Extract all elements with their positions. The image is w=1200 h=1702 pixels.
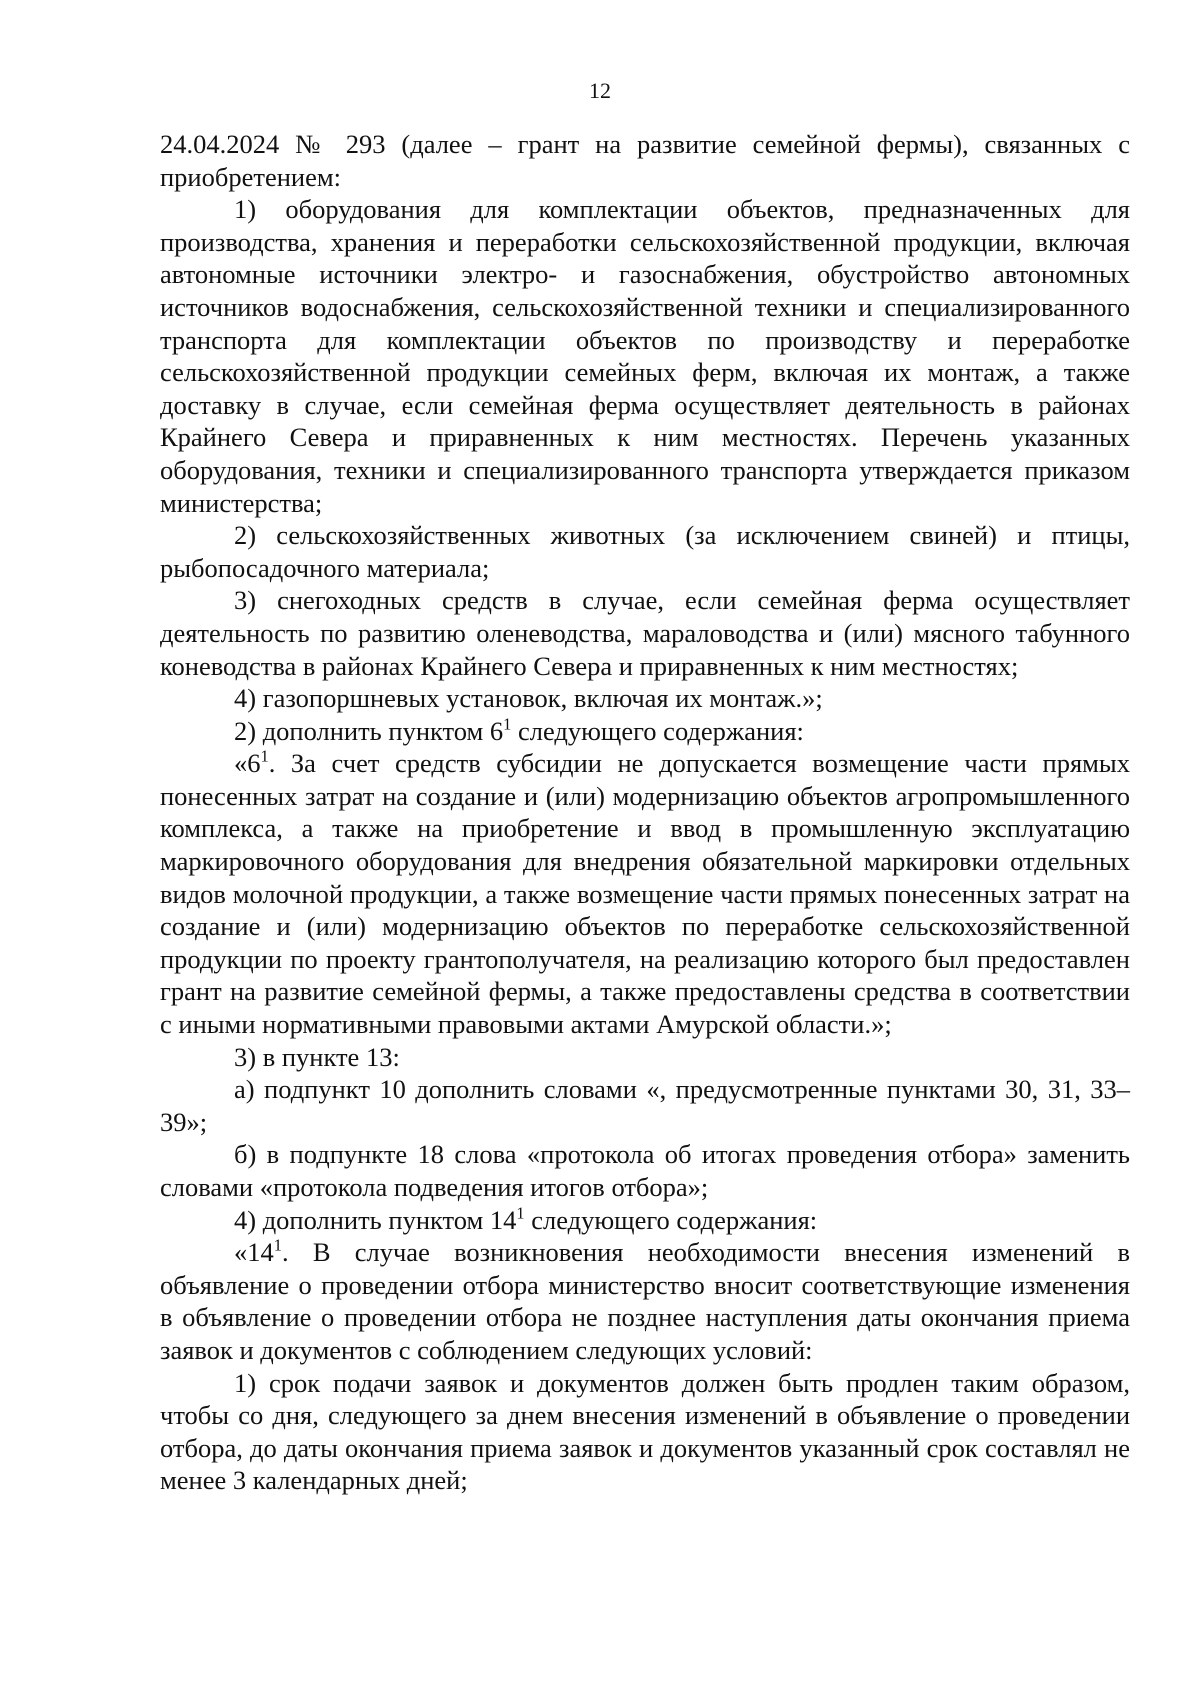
paragraph: «$6^1$. За счет средств субсидии не допускается возмещение части прямых понесенных затрат на создание и (или) модернизацию объектов агропромышленного комплекса, а также на приобретение и ввод в промышленную эксплуатацию маркировочного оборудования для внедрения обязательной маркировки отдельных видов молочной продукции, а также возмещение части прямых понесенных затрат на создание и (или) модернизацию объектов по переработке сельскохозяйственной продукции по проекту грантополучателя, на реализацию которого был предоставлен грант на развитие семейной фермы, а также предоставлены средства в соответствии с иными нормативными правовыми актами Амурской области.»; [160,746,1130,1040]
paragraph: 4) газопоршневых установок, включая их монтаж.»; [234,683,823,714]
superscript: 1 [260,746,269,766]
paragraph: 4) дополнить пунктом $14^1$ следующего содержания: [234,1202,818,1235]
paragraph: 2) сельскохозяйственных животных (за исключением свиней) и птицы, рыбопосадочного материала; [160,520,1130,583]
paragraph: б) в подпункте 18 слова «протокола об итогах проведения отбора» заменить словами «протокола подведения итогов отбора»; [160,1139,1130,1202]
superscript: 1 [503,714,512,734]
page-number: 12 [589,78,611,103]
document-body [160,128,1130,1497]
paragraph: 1) оборудования для комплектации объектов, предназначенных для производства, хранения и переработки сельскохозяйственной продукции, включая автономные источники электро- и газоснабжения, обустройство автономных источников водоснабжения, сельскохозяйственной техники и специализированного транспорта для комплектации объектов по производству и переработке сельскохозяйственной продукции семейных ферм, включая их монтаж, а также доставку в случае, если семейная ферма осуществляет деятельность в районах Крайнего Севера и приравненных к ним местностях. Перечень указанных оборудования, техники и специализированного транспорта утверждается приказом министерства; [160,194,1130,518]
paragraph: 2) дополнить пунктом $6^1$ следующего содержания: [234,714,804,746]
superscript: 1 [273,1235,282,1255]
paragraph: «$14^1$. В случае возникновения необходимости внесения изменений в объявление о проведении отбора министерство вносит соответствующие изменения в объявление о проведении отбора не позднее наступления даты окончания приема заявок и документов с соблюдением следующих условий: [160,1235,1130,1365]
paragraph: 24.04.2024 № 293 (далее – грант на развитие семейной фермы), связанных с приобретением: [160,129,1130,192]
paragraph: а) подпункт 10 дополнить словами «, предусмотренные пунктами 30, 31, 33–39»; [160,1074,1130,1137]
paragraph: 3) в пункте 13: [234,1041,400,1072]
paragraph: 3) снегоходных средств в случае, если семейная ферма осуществляет деятельность по развитию оленеводства, мараловодства и (или) мясного табунного коневодства в районах Крайнего Севера и приравненных к ним местностях; [160,585,1130,681]
superscript: 1 [516,1202,525,1222]
paragraph: 1) срок подачи заявок и документов должен быть продлен таким образом, чтобы со дня, следующего за днем внесения изменений в объявление о проведении отбора, до даты окончания приема заявок и документов указанный срок составлял не менее 3 календарных дней; [160,1367,1130,1496]
